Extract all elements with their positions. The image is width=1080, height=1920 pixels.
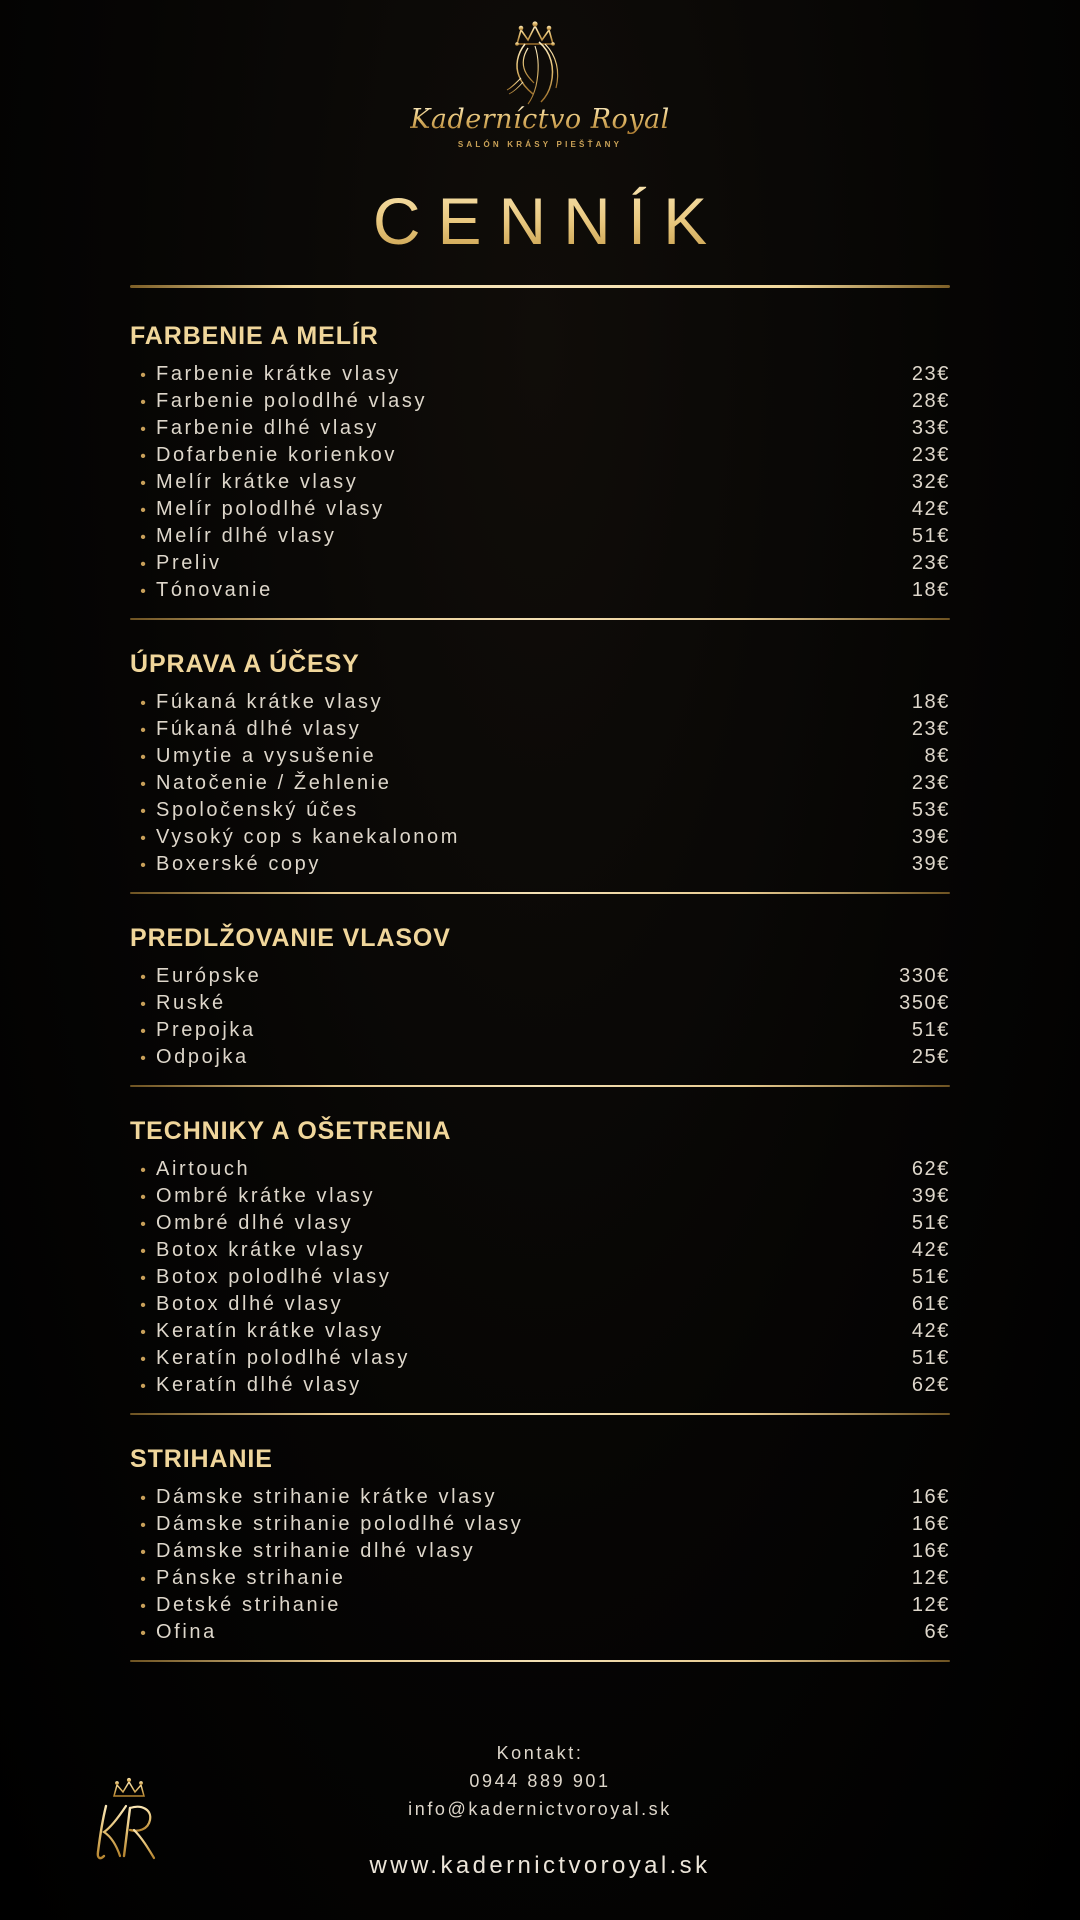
- contact-phone[interactable]: 0944 889 901: [469, 1771, 611, 1792]
- section-techniky-a-osetrenia: [130, 1117, 950, 1415]
- list-item: [130, 361, 950, 388]
- list-item: [130, 1044, 950, 1071]
- bullet-icon: •: [140, 1162, 146, 1179]
- list-item: [130, 851, 950, 878]
- section-predlzovanie-vlasov: [130, 924, 950, 1087]
- list-item: [130, 1291, 950, 1318]
- bullet-icon: •: [140, 529, 146, 546]
- item-price: 18€: [911, 579, 950, 601]
- list-item: [130, 550, 950, 577]
- item-price: 42€: [911, 1239, 950, 1261]
- item-name: Keratín krátke vlasy: [156, 1320, 384, 1342]
- item-price: 23€: [911, 444, 950, 466]
- list-item: [130, 1183, 950, 1210]
- bullet-icon: •: [140, 421, 146, 438]
- section-title: FARBENIE A MELÍR: [130, 322, 379, 350]
- item-name: Odpojka: [156, 1046, 249, 1068]
- list-item: [130, 743, 950, 770]
- item-price: 42€: [911, 1320, 950, 1342]
- item-name: Prepojka: [156, 1019, 256, 1041]
- item-name: Vysoký cop s kanekalonom: [156, 826, 461, 848]
- bullet-icon: •: [140, 1270, 146, 1287]
- item-price: 330€: [899, 965, 950, 987]
- item-price: 53€: [911, 799, 950, 821]
- item-price: 62€: [911, 1374, 950, 1396]
- list-item: [130, 1237, 950, 1264]
- item-name: Melír polodlhé vlasy: [156, 498, 385, 520]
- item-price: 51€: [911, 1019, 950, 1041]
- list-item: [130, 1619, 950, 1646]
- item-name: Boxerské copy: [156, 853, 321, 875]
- bullet-icon: •: [140, 969, 146, 986]
- list-item: [130, 1264, 950, 1291]
- bullet-icon: •: [140, 803, 146, 820]
- list-item: [130, 496, 950, 523]
- bullet-icon: •: [140, 475, 146, 492]
- item-price: 23€: [911, 552, 950, 574]
- section-items: [130, 963, 950, 1071]
- list-item: [130, 689, 950, 716]
- bullet-icon: •: [140, 1351, 146, 1368]
- item-name: Melír dlhé vlasy: [156, 525, 337, 547]
- item-price: 51€: [911, 525, 950, 547]
- crown-woman-logo-icon: [465, 14, 615, 110]
- section-divider: [130, 1085, 950, 1087]
- list-item: [130, 770, 950, 797]
- list-item: [130, 1345, 950, 1372]
- item-name: Ofina: [156, 1621, 217, 1643]
- item-name: Natočenie / Žehlenie: [156, 772, 392, 794]
- bullet-icon: •: [140, 996, 146, 1013]
- bullet-icon: •: [140, 1243, 146, 1260]
- list-item: [130, 1484, 950, 1511]
- list-item: [130, 1538, 950, 1565]
- section-divider: [130, 892, 950, 894]
- bullet-icon: •: [140, 448, 146, 465]
- item-name: Spoločenský účes: [156, 799, 359, 821]
- item-price: 16€: [911, 1540, 950, 1562]
- bullet-icon: •: [140, 1023, 146, 1040]
- brand-tagline: SALÓN KRÁSY PIEŠŤANY: [457, 140, 623, 149]
- item-price: 51€: [911, 1266, 950, 1288]
- item-name: Fúkaná krátke vlasy: [156, 691, 384, 713]
- item-price: 350€: [899, 992, 950, 1014]
- page-title: CENNÍK: [0, 183, 1080, 259]
- bullet-icon: •: [140, 1598, 146, 1615]
- bullet-icon: •: [140, 1324, 146, 1341]
- section-title: PREDLŽOVANIE VLASOV: [130, 924, 451, 952]
- item-price: 6€: [924, 1621, 950, 1643]
- list-item: [130, 415, 950, 442]
- item-name: Dámske strihanie dlhé vlasy: [156, 1540, 476, 1562]
- item-name: Farbenie polodlhé vlasy: [156, 390, 428, 412]
- kr-crown-monogram-icon: [84, 1772, 176, 1868]
- list-item: [130, 716, 950, 743]
- item-price: 51€: [911, 1347, 950, 1369]
- item-name: Botox krátke vlasy: [156, 1239, 366, 1261]
- bullet-icon: •: [140, 1216, 146, 1233]
- item-price: 25€: [911, 1046, 950, 1068]
- bullet-icon: •: [140, 583, 146, 600]
- item-price: 23€: [911, 718, 950, 740]
- section-farbenie-a-melir: [130, 322, 950, 620]
- list-item: [130, 1318, 950, 1345]
- list-item: [130, 523, 950, 550]
- item-price: 39€: [911, 826, 950, 848]
- bullet-icon: •: [140, 695, 146, 712]
- bullet-icon: •: [140, 502, 146, 519]
- bullet-icon: •: [140, 367, 146, 384]
- list-item: [130, 1565, 950, 1592]
- item-price: 51€: [911, 1212, 950, 1234]
- section-items: [130, 689, 950, 878]
- bullet-icon: •: [140, 1297, 146, 1314]
- item-name: Preliv: [156, 552, 222, 574]
- item-name: Ombré krátke vlasy: [156, 1185, 376, 1207]
- section-strihanie: [130, 1445, 950, 1662]
- list-item: [130, 442, 950, 469]
- item-name: Umytie a vysušenie: [156, 745, 377, 767]
- bullet-icon: •: [140, 1625, 146, 1642]
- item-price: 39€: [911, 853, 950, 875]
- item-name: Keratín dlhé vlasy: [156, 1374, 362, 1396]
- bullet-icon: •: [140, 1517, 146, 1534]
- bullet-icon: •: [140, 556, 146, 573]
- item-price: 28€: [911, 390, 950, 412]
- contact-website[interactable]: www.kadernictvoroyal.sk: [369, 1852, 711, 1879]
- bullet-icon: •: [140, 394, 146, 411]
- item-price: 12€: [911, 1567, 950, 1589]
- item-name: Ruské: [156, 992, 226, 1014]
- bullet-icon: •: [140, 1544, 146, 1561]
- item-name: Botox dlhé vlasy: [156, 1293, 344, 1315]
- section-items: [130, 1156, 950, 1399]
- item-name: Fúkaná dlhé vlasy: [156, 718, 362, 740]
- price-sections: [0, 288, 1080, 1706]
- list-item: [130, 388, 950, 415]
- list-item: [130, 797, 950, 824]
- bullet-icon: •: [140, 1490, 146, 1507]
- item-price: 33€: [911, 417, 950, 439]
- list-item: [130, 577, 950, 604]
- item-price: 62€: [911, 1158, 950, 1180]
- list-item: [130, 1156, 950, 1183]
- list-item: [130, 824, 950, 851]
- page-footer: [0, 1706, 1080, 1920]
- contact-label: Kontakt:: [496, 1743, 584, 1764]
- page-header: [0, 0, 1080, 149]
- item-price: 23€: [911, 363, 950, 385]
- item-name: Botox polodlhé vlasy: [156, 1266, 392, 1288]
- item-price: 42€: [911, 498, 950, 520]
- item-name: Farbenie krátke vlasy: [156, 363, 401, 385]
- list-item: [130, 1210, 950, 1237]
- list-item: [130, 963, 950, 990]
- item-name: Farbenie dlhé vlasy: [156, 417, 379, 439]
- item-price: 18€: [911, 691, 950, 713]
- item-name: Dofarbenie korienkov: [156, 444, 397, 466]
- brand-wordmark: Kaderníctvo Royal: [410, 104, 670, 135]
- item-price: 32€: [911, 471, 950, 493]
- section-uprava-a-ucesy: [130, 650, 950, 894]
- bullet-icon: •: [140, 857, 146, 874]
- list-item: [130, 1372, 950, 1399]
- item-price: 23€: [911, 772, 950, 794]
- item-name: Európske: [156, 965, 262, 987]
- section-divider: [130, 618, 950, 620]
- item-price: 61€: [911, 1293, 950, 1315]
- item-name: Airtouch: [156, 1158, 251, 1180]
- list-item: [130, 469, 950, 496]
- item-price: 39€: [911, 1185, 950, 1207]
- bullet-icon: •: [140, 1571, 146, 1588]
- item-name: Melír krátke vlasy: [156, 471, 359, 493]
- list-item: [130, 1592, 950, 1619]
- bullet-icon: •: [140, 1378, 146, 1395]
- item-name: Dámske strihanie krátke vlasy: [156, 1486, 498, 1508]
- section-items: [130, 1484, 950, 1646]
- bullet-icon: •: [140, 1050, 146, 1067]
- item-price: 8€: [924, 745, 950, 767]
- bullet-icon: •: [140, 1189, 146, 1206]
- item-name: Pánske strihanie: [156, 1567, 346, 1589]
- item-name: Keratín polodlhé vlasy: [156, 1347, 410, 1369]
- bullet-icon: •: [140, 722, 146, 739]
- section-title: ÚPRAVA A ÚČESY: [130, 650, 360, 678]
- item-price: 16€: [911, 1513, 950, 1535]
- bullet-icon: •: [140, 776, 146, 793]
- section-items: [130, 361, 950, 604]
- item-name: Ombré dlhé vlasy: [156, 1212, 354, 1234]
- item-price: 12€: [911, 1594, 950, 1616]
- section-title: STRIHANIE: [130, 1445, 273, 1473]
- item-name: Detské strihanie: [156, 1594, 341, 1616]
- list-item: [130, 1017, 950, 1044]
- list-item: [130, 990, 950, 1017]
- bullet-icon: •: [140, 830, 146, 847]
- list-item: [130, 1511, 950, 1538]
- section-divider: [130, 1660, 950, 1662]
- bullet-icon: •: [140, 749, 146, 766]
- section-title: TECHNIKY A OŠETRENIA: [130, 1117, 452, 1145]
- item-name: Tónovanie: [156, 579, 273, 601]
- section-divider: [130, 1413, 950, 1415]
- contact-email[interactable]: info@kadernictvoroyal.sk: [408, 1799, 672, 1820]
- item-name: Dámske strihanie polodlhé vlasy: [156, 1513, 524, 1535]
- item-price: 16€: [911, 1486, 950, 1508]
